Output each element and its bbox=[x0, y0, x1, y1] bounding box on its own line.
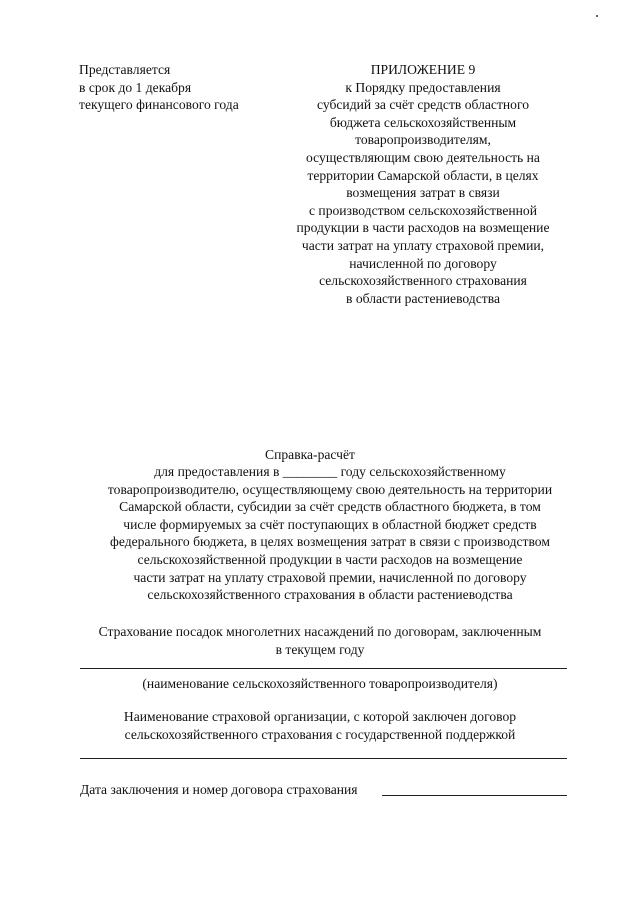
body-line: сельскохозяйственной продукции в части расходов на возмещение bbox=[137, 551, 523, 567]
insurer-block bbox=[60, 708, 580, 743]
producer-name-line bbox=[80, 668, 567, 669]
appendix-line: возмещения затрат в связи bbox=[346, 185, 500, 201]
insurer-name-line bbox=[80, 758, 567, 759]
body-line: федерального бюджета, в целях возмещения затрат в связи с производством bbox=[110, 534, 550, 550]
appendix-line: с производством сельскохозяйственной bbox=[309, 202, 537, 218]
submission-line: в срок до 1 декабря bbox=[79, 79, 192, 95]
scan-dot bbox=[596, 15, 598, 17]
appendix-line: осуществляющим свою деятельность на bbox=[306, 149, 540, 165]
body-line: числе формируемых за счёт поступающих в областной бюджет средств bbox=[123, 516, 537, 532]
appendix-title: ПРИЛОЖЕНИЕ 9 bbox=[370, 62, 476, 77]
producer-caption: (наименование сельскохозяйственного товаропроизводителя) bbox=[142, 676, 498, 691]
appendix-line: территории Самарской области, в целях bbox=[307, 167, 539, 183]
body-line: Самарской области, субсидии за счёт средств областного бюджета, в том bbox=[119, 499, 541, 515]
appendix-line: начисленной по договору bbox=[349, 255, 497, 271]
appendix-line: продукции в части расходов на возмещение bbox=[296, 220, 550, 236]
insurance-line: в текущем году bbox=[275, 641, 365, 657]
body-line: сельскохозяйственного страхования в области растениеводства bbox=[147, 587, 513, 603]
insurance-type bbox=[60, 623, 580, 658]
body-line: товаропроизводителю, осуществляющему свою деятельность на территории bbox=[107, 481, 553, 497]
contract-date-label: Дата заключения и номер договора страхования bbox=[80, 782, 358, 797]
submission-line: Представляется bbox=[79, 62, 171, 77]
body-line: для предоставления в ________ году сельскохозяйственному bbox=[154, 464, 506, 479]
submission-note bbox=[79, 61, 299, 114]
appendix-line: части затрат на уплату страховой премии, bbox=[301, 237, 545, 253]
document-title: Справка-расчёт bbox=[265, 447, 355, 462]
document-body bbox=[70, 463, 590, 604]
contract-date-row bbox=[80, 781, 358, 799]
appendix-line: бюджета сельскохозяйственным bbox=[329, 114, 517, 130]
appendix-line: к Порядку предоставления bbox=[345, 79, 501, 95]
appendix-line: субсидий за счёт средств областного bbox=[317, 97, 529, 113]
contract-date-line bbox=[382, 795, 567, 796]
insurer-line: сельскохозяйственного страхования с государственной поддержкой bbox=[124, 726, 516, 742]
body-line: части затрат на уплату страховой премии, начисленной по договору bbox=[133, 569, 527, 585]
insurer-line: Наименование страховой организации, с которой заключен договор bbox=[123, 709, 517, 724]
appendix-line: сельскохозяйственного страхования bbox=[319, 273, 527, 289]
submission-line: текущего финансового года bbox=[79, 97, 239, 113]
appendix-header bbox=[268, 61, 578, 307]
appendix-line: в области растениеводства bbox=[346, 290, 500, 306]
appendix-line: товаропроизводителям, bbox=[355, 132, 491, 148]
insurance-line: Страхование посадок многолетних насаждений по договорам, заключенным bbox=[98, 624, 542, 639]
